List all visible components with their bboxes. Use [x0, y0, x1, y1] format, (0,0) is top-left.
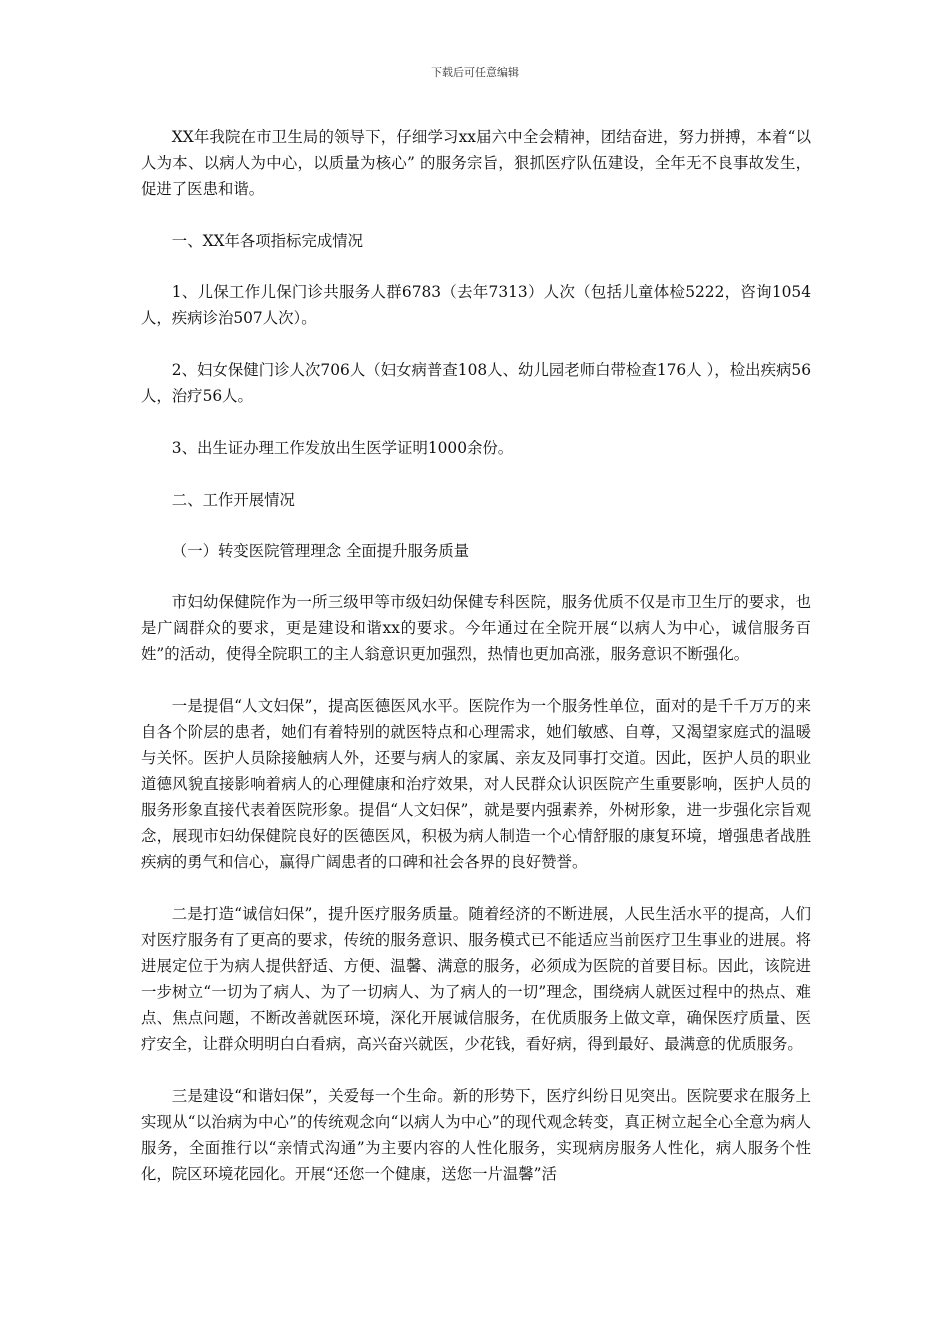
integrity-service-paragraph: 二是打造“诚信妇保”，提升医疗服务质量。随着经济的不断进展，人民生活水平的提高，人们对医疗服务有了更高的要求，传统的服务意识、服务模式已不能适应当前医疗卫生事业的进展。将进展定位于为病人提供舒适、方便、温馨、满意的服务，必须成为医院的首要目标。因此，该院进一步树立“一切为了病人、为了一切病人、为了病人的一切”理念，围绕病人就医过程中的热点、难点、焦点问题，不断改善就医环境，深化开展诚信服务，在优质服务上做文章，确保医疗质量、医疗安全，让群众明明白白看病，高兴奋兴就医，少花钱，看好病，得到最好、最满意的优质服务。 [141, 905, 811, 1053]
section-heading-indicators: 一、XX年各项指标完成情况 [171, 232, 364, 250]
document-body [141, 124, 811, 1213]
item-child-care: 1、儿保工作儿保门诊共服务人群6783（去年7313）人次（包括儿童体检5222，咨询1054人，疾病诊治507人次）。 [141, 283, 811, 327]
humanistic-care-paragraph: 一是提倡“人文妇保”，提高医德医风水平。医院作为一个服务性单位，面对的是千千万万的来自各个阶层的患者，她们有着特别的就医特点和心理需求，她们敏感、自尊，又渴望家庭式的温暖与关怀。医护人员除接触病人外，还要与病人的家属、亲友及同事打交道。因此，医护人员的职业道德风貌直接影响着病人的心理健康和治疗效果，对人民群众认识医院产生重要影响，医护人员的服务形象直接代表着医院形象。提倡“人文妇保”，就是要内强素养，外树形象，进一步强化宗旨观念，展现市妇幼保健院良好的医德医风，积极为病人制造一个心情舒服的康复环境，增强患者战胜疾病的勇气和信心，赢得广阔患者的口碑和社会各界的良好赞誉。 [141, 697, 811, 871]
page-header-note: 下载后可任意编辑 [431, 66, 519, 79]
section-heading-work: 二、工作开展情况 [171, 491, 295, 509]
item-women-health: 2、妇女保健门诊人次706人（妇女病普查108人、幼儿园老师白带检查176人 ），检出疾病56人，治疗56人。 [141, 361, 811, 405]
intro-paragraph: XX年我院在市卫生局的领导下，仔细学习xx届六中全会精神，团结奋进，努力拼搏，本着“以人为本、以病人为中心，以质量为核心” 的服务宗旨，狠抓医疗队伍建设，全年无不良事故发生，促进了医患和谐。 [141, 128, 811, 198]
harmony-paragraph: 三是建设“和谐妇保”，关爱每一个生命。新的形势下，医疗纠纷日见突出。医院要求在服务上实现从“以治病为中心”的传统观念向“以病人为中心”的现代观念转变，真正树立起全心全意为病人服务，全面推行以“亲情式沟通”为主要内容的人性化服务，实现病房服务人性化，病人服务个性化，院区环境花园化。开展“还您一个健康，送您一片温馨”活 [141, 1087, 811, 1183]
item-birth-certificates: 3、出生证办理工作发放出生医学证明1000余份。 [171, 439, 514, 457]
subsection-heading-management: （一）转变医院管理理念 全面提升服务质量 [171, 542, 470, 560]
hospital-overview-paragraph: 市妇幼保健院作为一所三级甲等市级妇幼保健专科医院，服务优质不仅是市卫生厅的要求，也是广阔群众的要求，更是建设和谐xx的要求。今年通过在全院开展“以病人为中心，诚信服务百姓”的活动，使得全院职工的主人翁意识更加强烈，热情也更加高涨，服务意识不断强化。 [141, 593, 811, 663]
